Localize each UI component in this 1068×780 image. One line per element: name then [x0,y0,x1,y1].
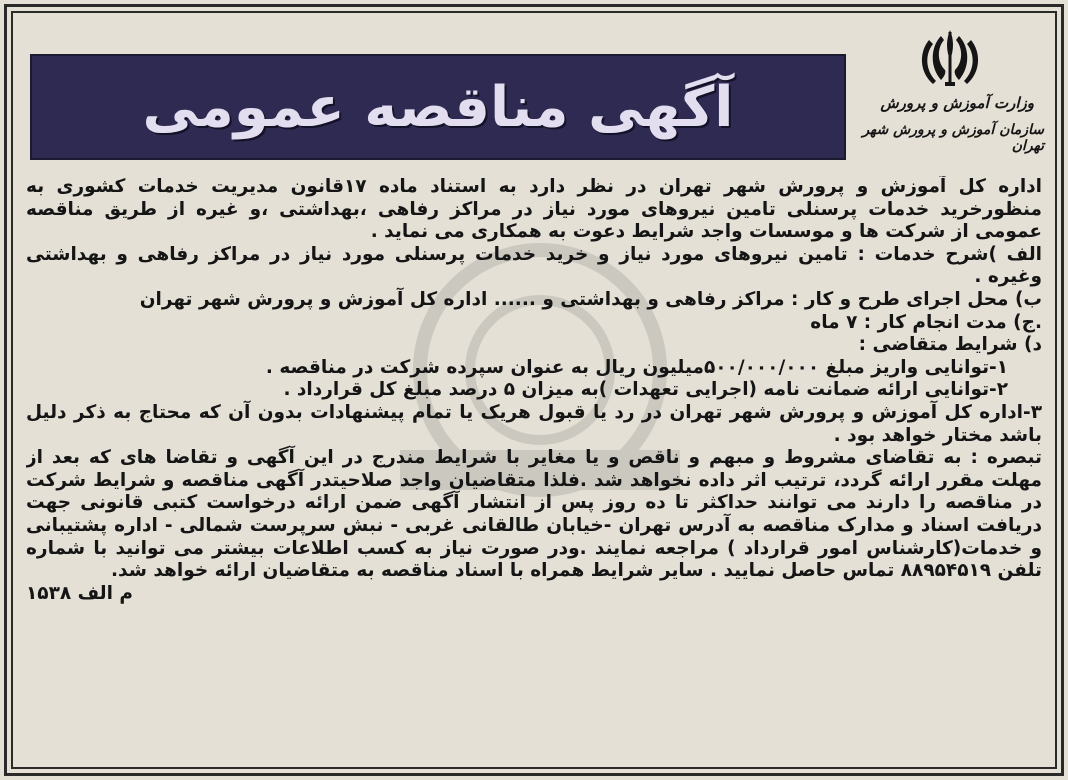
note-paragraph: تبصره : به تقاضای مشروط و مبهم و ناقص و یا مغایر با شرایط مندرج در این آگهی و تقاضا های که بعد از مهلت مقرر ارائه گردد، ترتیب اثر داده نخواهد شد .فلذا متقاضیان واجد صلاحیتدر آگهی مناقصه و شرایط شرکت در مناقصه را دارند می توانند حداکثر تا ده روز پس از انتشار آگهی ضمن ارائه درخواست کتبی قانونی جهت دریافت اسناد و مدارک مناقصه به آدرس تهران -خیابان طالقانی غربی - نبش سرپرست شمالی - اداره پشتیبانی و خدمات(کارشناس امور قرارداد ) مراجعه نمایند .ودر صورت نیاز به کسب اطلاعات بیشتر می توانید با شماره تلفن ۸۸۹۵۴۵۱۹ تماس حاصل نمایید . سایر شرایط همراه با اسناد مناقصه به متقاضیان ارائه خواهد شد. [26,447,1042,582]
ministry-name: وزارت آموزش و پرورش [880,94,1034,112]
item-a: الف )شرح خدمات : تامین نیروهای مورد نیاز و خرید خدمات پرسنلی مورد نیاز در مراکز رفاهی و بهداشتی وغیره . [26,243,1042,288]
item-c: .ج) مدت انجام کار : ۷ ماه [810,311,1042,333]
iran-emblem-icon [915,26,985,90]
organization-name: سازمان آموزش و پرورش شهر تهران [862,122,1044,154]
ad-header [16,16,1052,166]
logo-block [852,22,1048,166]
title-banner [30,54,846,160]
item-d: د) شرایط متقاضی : [858,334,1042,356]
reference-code: م الف ۱۵۳۸ [26,582,133,604]
ad-title: آگهی مناقصه عمومی [142,74,734,140]
condition-1: ۱-توانایی واریز مبلغ ۵۰۰/۰۰۰/۰۰۰میلیون ریال به عنوان سپرده شرکت در مناقصه . [265,356,1008,378]
intro-paragraph: اداره کل آموزش و پرورش شهر تهران در نظر دارد به استناد ماده ۱۷قانون مدیریت خدمات کشوری به منظورخرید خدمات پرسنلی تامین نیروهای مورد نیاز در مراکز رفاهی ،بهداشتی ،و غیره از طریق مناقصه عمومی از شرکت ها و موسسات واجد شرایط دعوت به همکاری می نماید . [26,176,1042,243]
item-b: ب) محل اجرای طرح و کار : مراکز رفاهی و بهداشتی و ...... اداره کل آموزش و پرورش شهر تهران [139,288,1042,310]
condition-2: ۲-توانایی ارائه ضمانت نامه (اجرایی تعهدات )به میزان ۵ درصد مبلغ کل قرارداد . [283,379,1008,401]
ad-body [26,176,1042,766]
condition-3: ۳-اداره کل آموزش و پرورش شهر تهران در رد یا قبول هریک یا تمام پیشنهادات بدون آن که محتاج به ذکر دلیل باشد مختار خواهد بود . [26,401,1042,446]
